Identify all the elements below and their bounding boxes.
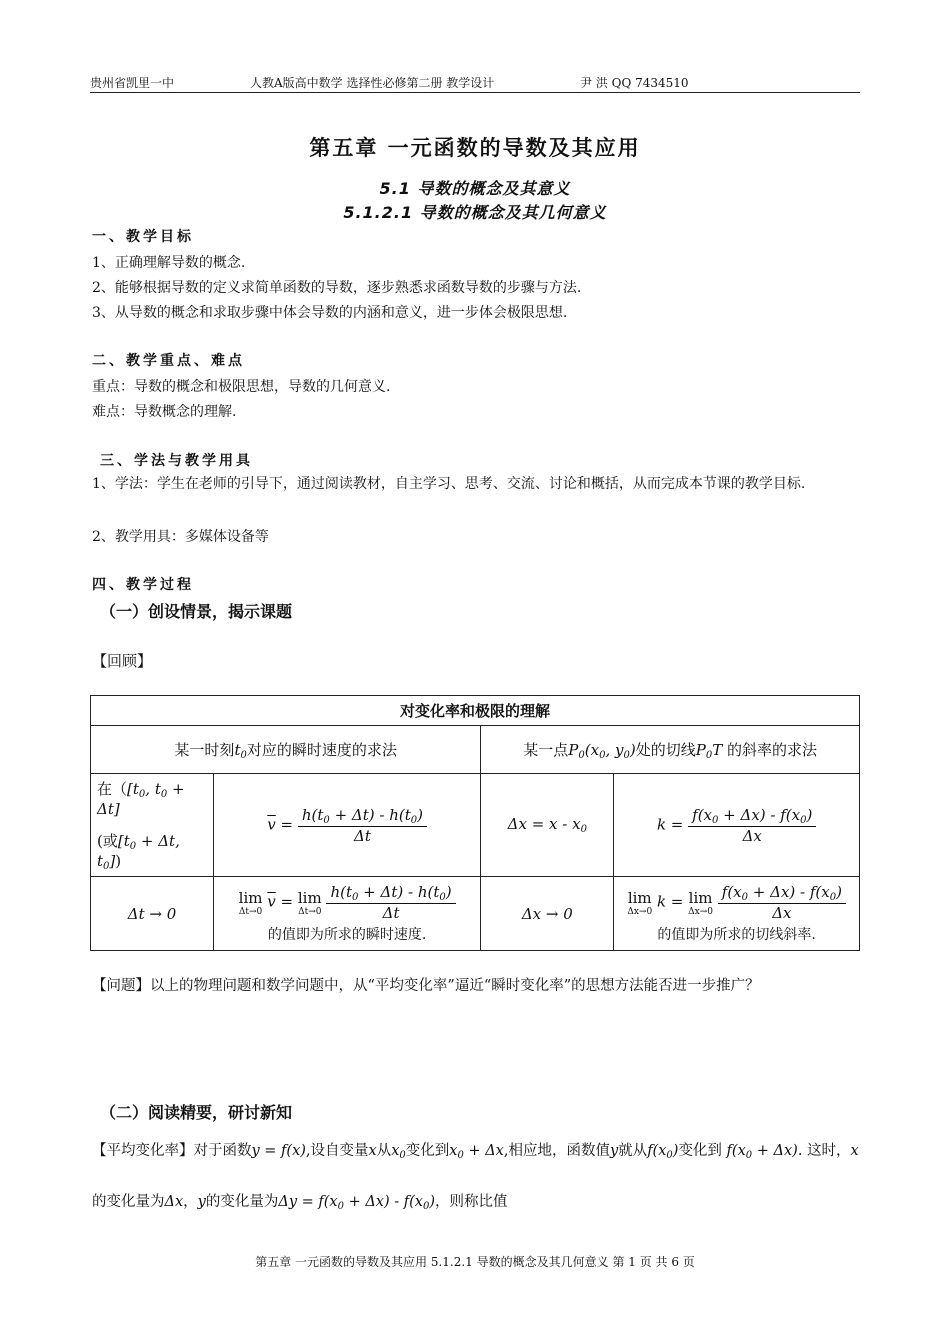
- interval-cell: 在（[$t_0$, $t_0 + \Delta t$] (或[$t_0 + \Delta t$, $t_0$]): [91, 774, 214, 877]
- delta-x-formula: $\Delta x = x - x_0$: [481, 774, 614, 877]
- header-author: 尹 洪 QQ 7434510: [580, 76, 689, 90]
- page-footer: 第五章 一元函数的导数及其应用 5.1.2.1 导数的概念及其几何意义 第 1 页 共 6 页: [255, 1255, 695, 1269]
- goals-heading: 一、教学目标: [92, 229, 194, 245]
- right-head: 某一点$P_0(x_0$, $y_0$)处的切线$P_0T$ 的斜率的求法: [481, 726, 860, 774]
- page-header: [90, 74, 860, 93]
- tangent-slope-formula: lim Δx→0 k = lim Δx→0 $\frac{f(x_0 + \Delta x) - f(x_0)}{\Delta x}$ 的值即为所求的切线斜率.: [614, 877, 860, 951]
- process-heading: 四、教学过程: [92, 577, 194, 593]
- part2-heading: （二）阅读精要，研讨新知: [100, 1103, 293, 1122]
- avg-rate-paragraph: 【平均变化率】对于函数y = f(x),设自变量x从$x_0$变化到$x_0 + \Delta x$,相应地，函数值y就从$f(x_0)$变化到 $f(x_0 + \Delta x)$. 这时，x的变化量为Δx，y的变化量为$\Delta y = f(x_0 + \Delta x) - f(x_0)$，则称比值: [92, 1143, 859, 1212]
- header-school: 贵州省凯里一中: [90, 76, 175, 90]
- avg-velocity-formula: $\overline{v}$ = $\frac{h(t_0 + \Delta t) - h(t_0)}{\Delta t}$: [214, 774, 481, 877]
- question-text: 【问题】以上的物理问题和数学问题中，从“平均变化率”逼近“瞬时变化率”的思想方法能否进一步推广？: [92, 978, 760, 994]
- part1-heading: （一）创设情景，揭示课题: [100, 602, 293, 621]
- instant-velocity-formula: lim Δt→0 $\overline{v} = \lim$ Δt→0 $\frac{h(t_0 + \Delta t) - h(t_0)}{\Delta t}$ 的值即为所求的瞬时速度.: [214, 877, 481, 951]
- header-course: 人教A版高中数学 选择性必修第二册 教学设计: [250, 76, 495, 90]
- concept-table: [90, 695, 860, 951]
- delta-x-limit: Δx → 0: [481, 877, 614, 951]
- review-label: 【回顾】: [92, 652, 153, 670]
- teaching-tools-text: 2、教学用具：多媒体设备等: [92, 529, 269, 545]
- section-title: 5.1 导数的概念及其意义: [379, 179, 571, 198]
- study-method-text: 1、学法：学生在老师的引导下，通过阅读教材，自主学习、思考、交流、讨论和概括，从而完成本节课的教学目标.: [92, 476, 806, 492]
- keypoints-heading: 二、教学重点、难点: [92, 353, 245, 369]
- methods-heading: 三、学法与教学用具: [100, 453, 253, 469]
- delta-t-limit: Δt → 0: [91, 877, 214, 951]
- goal-item-1: 1、正确理解导数的概念.: [92, 255, 246, 271]
- chapter-title: 第五章 一元函数的导数及其应用: [309, 136, 641, 160]
- left-head: 某一时刻$t_0$对应的瞬时速度的求法: [91, 726, 481, 774]
- table-caption: 对变化率和极限的理解: [91, 696, 860, 726]
- goal-item-2: 2、能够根据导数的定义求简单函数的导数，逐步熟悉求函数导数的步骤与方法.: [92, 280, 582, 296]
- goal-item-3: 3、从导数的概念和求取步骤中体会导数的内涵和意义，进一步体会极限思想.: [92, 305, 568, 321]
- focus-text: 重点：导数的概念和极限思想，导数的几何意义.: [92, 379, 391, 395]
- difficulty-text: 难点：导数概念的理解.: [92, 404, 237, 420]
- secant-slope-formula: k = $\frac{f(x_0 + \Delta x) - f(x_0)}{\Delta x}$: [614, 774, 860, 877]
- subsection-title: 5.1.2.1 导数的概念及其几何意义: [343, 203, 607, 222]
